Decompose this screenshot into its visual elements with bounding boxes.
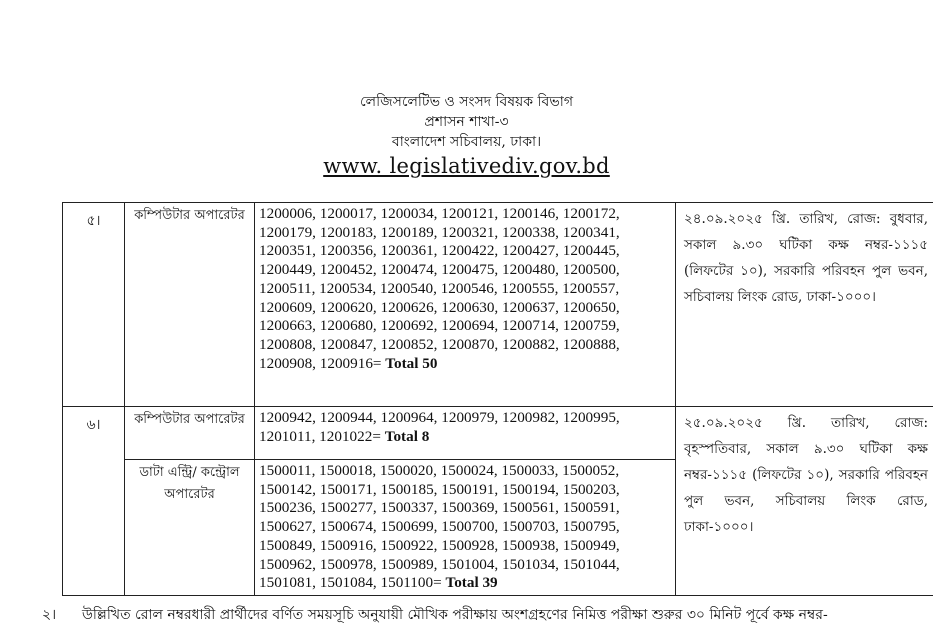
table-row xyxy=(63,203,933,407)
serial-cell: ৬। xyxy=(63,407,125,596)
roll-numbers-cell xyxy=(255,460,676,596)
roll-total: Total 50 xyxy=(385,354,438,372)
roll-total: Total 8 xyxy=(384,427,430,445)
roll-numbers-cell xyxy=(255,203,676,407)
roll-numbers-cell xyxy=(255,407,676,460)
roll-numbers: 1200942, 1200944, 1200964, 1200979, 1200982, 1200995, 1201011, 1201022= xyxy=(259,409,620,445)
serial-cell: ৫। xyxy=(63,203,125,407)
paragraph-number: ২। xyxy=(42,607,57,623)
post-cell: ডাটা এন্ট্রি/ কন্ট্রোল অপারেটর xyxy=(125,460,255,596)
viva-schedule-table xyxy=(62,202,933,596)
office-address: বাংলাদেশ সচিবালয়, ঢাকা। xyxy=(391,134,542,150)
schedule-cell: ২৪.০৯.২০২৫ খ্রি. তারিখ, রোজ: বুধবার, সকাল ৯.৩০ ঘটিকা কক্ষ নম্বর-১১১৫ (লিফটের ১০), সরকারি পরিবহন পুল ভবন, সচিবালয় লিংক রোড, ঢাকা-১০০০। xyxy=(676,203,933,407)
roll-total: Total 39 xyxy=(445,574,498,592)
document-header xyxy=(0,92,933,179)
paragraph-text: উল্লিখিত রোল নম্বরধারী প্রার্থীদের বর্ণিত সময়সূচি অনুযায়ী মৌখিক পরীক্ষায় অংশগ্রহণের নিমিত্ত পরীক্ষা শুরুর ৩০ মিনিট পূর্বে কক্ষ নম্বর- xyxy=(82,607,828,623)
post-cell: কম্পিউটার অপারেটর xyxy=(125,203,255,407)
branch-name: প্রশাসন শাখা-৩ xyxy=(424,114,509,130)
roll-numbers: 1500011, 1500018, 1500020, 1500024, 1500033, 1500052, 1500142, 1500171, 1500185, 1500191, 1500194, 1500203, 1500236, 1500277, 1500337, 1500369, 1500561, 1500591, 1500627, 1500674, 1500699, 1500700, 1500703, 1500795, 1500849, 1500916, 1500922, 1500928, 1500938, 1500949, 1500962, 1500978, 1500989, 1501004, 1501034, 1501044, 1501081, 1501084, 1501100= xyxy=(259,462,620,592)
website-link[interactable]: www. legislativediv.gov.bd xyxy=(323,154,610,178)
post-cell: কম্পিউটার অপারেটর xyxy=(125,407,255,460)
schedule-cell: ২৫.০৯.২০২৫ খ্রি. তারিখ, রোজ: বৃহস্পতিবার, সকাল ৯.৩০ ঘটিকা কক্ষ নম্বর-১১১৫ (লিফটের ১০), সরকারি পরিবহন পুল ভবন, সচিবালয় লিংক রোড, ঢাকা-১০০০। xyxy=(676,407,933,596)
division-name: লেজিসলেটিভ ও সংসদ বিষয়ক বিভাগ xyxy=(359,94,574,110)
roll-numbers: 1200006, 1200017, 1200034, 1200121, 1200146, 1200172, 1200179, 1200183, 1200189, 1200321, 1200338, 1200341, 1200351, 1200356, 1200361, 1200422, 1200427, 1200445, 1200449, 1200452, 1200474, 1200475, 1200480, 1200500, 1200511, 1200534, 1200540, 1200546, 1200555, 1200557, 1200609, 1200620, 1200626, 1200630, 1200637, 1200650, 1200663, 1200680, 1200692, 1200694, 1200714, 1200759, 1200808, 1200847, 1200852, 1200870, 1200882, 1200888, 1200908, 1200916= xyxy=(259,205,620,372)
table-row xyxy=(63,407,933,460)
